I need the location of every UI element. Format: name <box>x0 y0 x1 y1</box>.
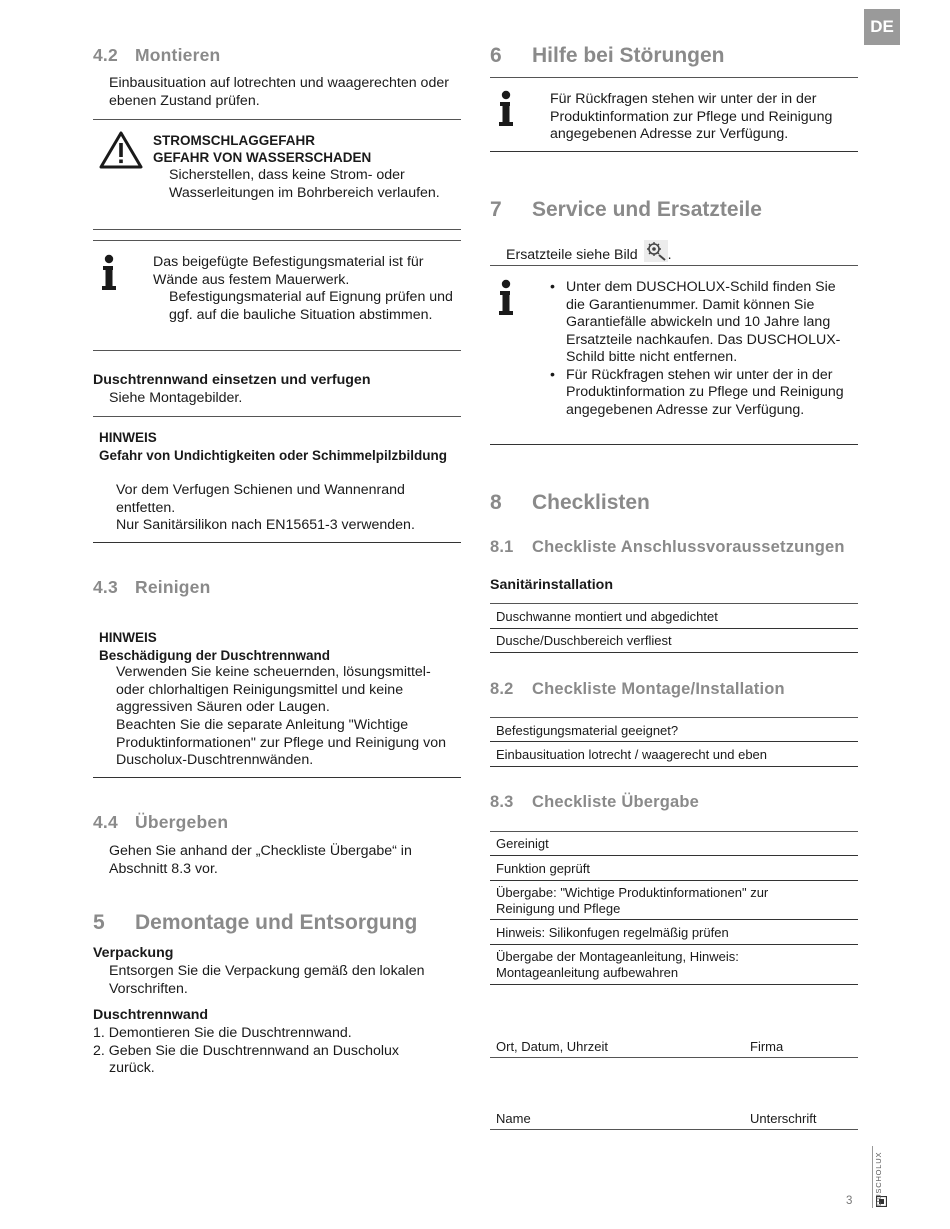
section-number: 4.4 <box>93 812 118 832</box>
section-title: Checkliste Anschlussvoraussetzungen <box>532 538 845 556</box>
checklist-row: Duschwanne montiert und abgedichtet <box>490 609 858 629</box>
divider <box>490 151 858 152</box>
section-5-heading <box>93 911 417 935</box>
divider <box>490 265 858 266</box>
period: . <box>667 247 672 263</box>
spare-parts-icon <box>644 240 668 262</box>
section-number: 8 <box>490 491 502 514</box>
section-number: 4.2 <box>93 45 118 65</box>
divider <box>490 77 858 78</box>
spare-parts-text: Ersatzteile siehe Bild <box>506 247 638 263</box>
notice-title: Beschädigung der Duschtrennwand <box>99 648 331 663</box>
list-item: • Unter dem DUSCHOLUX-Schild finden Sie die Garantienummer. Damit können Sie Garantiefälle abwickeln und 10 Jahre lang Ersatzteile nachkaufen. Das DUSCHOLUX-Schild bitte nicht entfernen. <box>550 279 856 367</box>
checklist-row: Einbausituation lotrecht / waagerecht und eben <box>490 747 858 767</box>
brand-name: DUSCHOLUX <box>874 1151 883 1206</box>
section-8-2-heading <box>490 680 785 699</box>
info-text-1: Das beigefügte Befestigungsmaterial ist für Wände aus festem Mauerwerk. <box>153 254 424 288</box>
sig-name-label: Name <box>496 1111 531 1126</box>
section-title: Checkliste Montage/Installation <box>532 680 785 698</box>
section-number: 4.3 <box>93 577 118 597</box>
divider <box>93 416 461 417</box>
section-4-2-heading <box>93 45 220 66</box>
warning-title-water: GEFAHR VON WASSERSCHADEN <box>153 150 372 165</box>
service-bullet-list <box>550 279 856 419</box>
section-number: 7 <box>490 198 502 221</box>
divider <box>490 444 858 445</box>
checklist-row: Funktion geprüft <box>490 861 858 881</box>
checklist-row: Übergabe: "Wichtige Produktinformationen" zur Reinigung und Pflege <box>490 885 858 920</box>
section-title: Montieren <box>135 45 221 65</box>
section-title: Reinigen <box>135 577 211 597</box>
section-number: 8.1 <box>490 538 514 556</box>
divider <box>93 240 461 241</box>
section-4-4-heading <box>93 812 228 833</box>
sub-text-insert: Siehe Montagebilder. <box>109 390 243 406</box>
section-4-4-text: Gehen Sie anhand der „Checkliste Übergabe“ in Abschnitt 8.3 vor. <box>109 843 412 877</box>
notice-text-1: Verwenden Sie keine scheuernden, lösungsmittel- oder chlorhaltigen Reinigungsmittel und keine aggressiven Säuren oder Laugen. <box>116 664 431 715</box>
notice-label: HINWEIS <box>99 630 157 645</box>
info-text-2: Befestigungsmaterial auf Eignung prüfen und ggf. auf die bauliche Situation abstimmen. <box>169 289 453 323</box>
sig-place-label: Ort, Datum, Uhrzeit <box>496 1039 608 1054</box>
section-number: 8.3 <box>490 793 514 811</box>
spare-parts-line <box>490 240 672 265</box>
wall-heading: Duschtrennwand <box>93 1007 209 1023</box>
divider <box>490 717 858 718</box>
section-8-1-heading <box>490 538 845 557</box>
section-title: Checklisten <box>532 491 650 514</box>
section-number: 8.2 <box>490 680 514 698</box>
sig-signature-label: Unterschrift <box>750 1111 817 1126</box>
notice-text-2: Nur Sanitärsilikon nach EN15651-3 verwenden. <box>116 517 415 533</box>
step-item: 1. Demontieren Sie die Duschtrennwand. <box>93 1025 352 1041</box>
divider <box>490 831 858 832</box>
section-6-heading <box>490 44 725 68</box>
divider <box>93 542 461 543</box>
section-title: Service und Ersatzteile <box>532 198 762 221</box>
sanitary-sub-heading: Sanitärinstallation <box>490 577 613 593</box>
info-icon <box>496 90 516 130</box>
warning-triangle-icon <box>99 130 143 170</box>
checklist-row: Befestigungsmaterial geeignet? <box>490 723 858 742</box>
info-icon <box>496 279 516 319</box>
divider <box>93 119 461 120</box>
notice-title: Gefahr von Undichtigkeiten oder Schimmelpilzbildung <box>99 448 448 463</box>
section-title: Demontage und Entsorgung <box>135 911 418 934</box>
list-item: • Für Rückfragen stehen wir unter der in der Produktinformation zu Pflege und Reinigung angegebenen Adresse zur Verfügung. <box>550 367 856 420</box>
notice-label: HINWEIS <box>99 430 157 445</box>
divider <box>93 777 461 778</box>
packaging-text: Entsorgen Sie die Verpackung gemäß den lokalen Vorschriften. <box>109 963 425 997</box>
language-badge: DE <box>864 9 900 45</box>
packaging-heading: Verpackung <box>93 945 174 961</box>
section-7-heading <box>490 198 762 222</box>
step-list <box>93 1025 433 1078</box>
checklist-row: Dusche/Duschbereich verfliest <box>490 633 858 653</box>
sub-heading-insert: Duschtrennwand einsetzen und verfugen <box>93 372 371 388</box>
section-title: Checkliste Übergabe <box>532 793 700 811</box>
info-icon <box>99 254 119 294</box>
section-title: Übergeben <box>135 812 229 832</box>
checklist-row: Übergabe der Montageanleitung, Hinweis: Montageanleitung aufbewahren <box>490 949 858 985</box>
notice-text-2: Beachten Sie die separate Anleitung "Wichtige Produktinformationen" zur Pflege und Reinigung von Duscholux-Duschtrennwänden. <box>116 717 446 768</box>
warning-text: Sicherstellen, dass keine Strom- oder Wasserleitungen im Bohrbereich verlaufen. <box>169 167 440 201</box>
sig-company-label: Firma <box>750 1039 784 1054</box>
section-6-info: Für Rückfragen stehen wir unter der in der Produktinformation zur Pflege und Reinigung angegebenen Adresse zur Verfügung. <box>550 91 833 142</box>
section-8-heading <box>490 491 650 515</box>
divider <box>93 350 461 351</box>
checklist-row: Hinweis: Silikonfugen regelmäßig prüfen <box>490 925 858 945</box>
section-4-2-text: Einbausituation auf lotrechten und waagerechten oder ebenen Zustand prüfen. <box>109 75 449 109</box>
step-item: 2. Geben Sie die Duschtrennwand an Duscholux zurück. <box>93 1042 400 1076</box>
divider <box>490 603 858 604</box>
section-title: Hilfe bei Störungen <box>532 44 725 67</box>
warning-title-electric: STROMSCHLAGGEFAHR <box>153 133 315 148</box>
section-number: 6 <box>490 44 502 67</box>
section-number: 5 <box>93 911 105 934</box>
signature-line <box>490 1057 858 1058</box>
signature-line <box>490 1129 858 1130</box>
checklist-row: Gereinigt <box>490 836 858 856</box>
page-number: 3 <box>846 1195 853 1207</box>
section-4-3-heading <box>93 577 211 598</box>
section-8-3-heading <box>490 793 699 812</box>
divider <box>93 229 461 230</box>
notice-text-1: Vor dem Verfugen Schienen und Wannenrand entfetten. <box>116 482 405 516</box>
